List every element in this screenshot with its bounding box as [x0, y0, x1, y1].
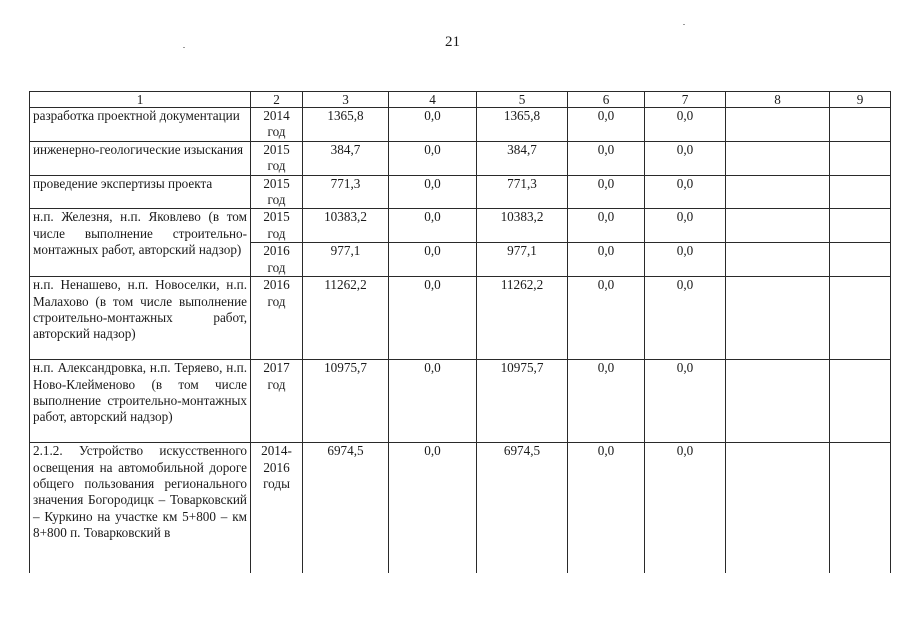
- cell-col5: 6974,5: [477, 443, 568, 583]
- table-header-row: [30, 92, 891, 108]
- cell-col7: 0,0: [645, 209, 726, 243]
- row-year: 2014 год: [251, 108, 303, 142]
- cell-col6: 0,0: [568, 243, 645, 277]
- cell-col9: [830, 277, 891, 360]
- cell-col9: [830, 360, 891, 443]
- cell-col3: 6974,5: [303, 443, 389, 583]
- cell-col7: 0,0: [645, 141, 726, 175]
- table-row: [30, 108, 891, 142]
- table-row: [30, 443, 891, 583]
- cell-col4: 0,0: [389, 443, 477, 583]
- page-number: 21: [445, 34, 460, 50]
- column-header: 1: [30, 92, 251, 108]
- cell-col3: 10383,2: [303, 209, 389, 243]
- budget-table: [29, 91, 891, 583]
- page-bottom-margin: [0, 573, 905, 640]
- cell-col7: 0,0: [645, 443, 726, 583]
- cell-col6: 0,0: [568, 360, 645, 443]
- column-header: 6: [568, 92, 645, 108]
- row-year: 2016 год: [251, 243, 303, 277]
- row-year: 2014-2016 годы: [251, 443, 303, 583]
- cell-col9: [830, 209, 891, 243]
- column-header: 2: [251, 92, 303, 108]
- cell-col3: 977,1: [303, 243, 389, 277]
- cell-col8: [726, 108, 830, 142]
- row-year: 2017 год: [251, 360, 303, 443]
- column-header: 9: [830, 92, 891, 108]
- cell-col9: [830, 443, 891, 583]
- row-description: н.п. Ненашево, н.п. Новоселки, н.п. Малахово (в том числе выполнение строительно-монтажных работ, авторский надзор): [30, 277, 251, 360]
- cell-col8: [726, 360, 830, 443]
- cell-col5: 11262,2: [477, 277, 568, 360]
- row-description: разработка проектной документации: [30, 108, 251, 142]
- cell-col6: 0,0: [568, 209, 645, 243]
- row-year: 2015 год: [251, 175, 303, 209]
- cell-col4: 0,0: [389, 141, 477, 175]
- cell-col8: [726, 443, 830, 583]
- column-header: 4: [389, 92, 477, 108]
- table-row: [30, 360, 891, 443]
- cell-col5: 977,1: [477, 243, 568, 277]
- cell-col6: 0,0: [568, 443, 645, 583]
- cell-col6: 0,0: [568, 141, 645, 175]
- cell-col4: 0,0: [389, 277, 477, 360]
- column-header: 3: [303, 92, 389, 108]
- cell-col5: 384,7: [477, 141, 568, 175]
- cell-col6: 0,0: [568, 277, 645, 360]
- cell-col4: 0,0: [389, 209, 477, 243]
- row-description: инженерно-геологические изыскания: [30, 141, 251, 175]
- cell-col7: 0,0: [645, 360, 726, 443]
- cell-col7: 0,0: [645, 108, 726, 142]
- row-description: н.п. Александровка, н.п. Теряево, н.п. Ново-Клейменово (в том числе выполнение строительно-монтажных работ, авторский надзор): [30, 360, 251, 443]
- cell-col6: 0,0: [568, 108, 645, 142]
- scan-speck: [183, 47, 185, 48]
- column-header: 5: [477, 92, 568, 108]
- cell-col3: 771,3: [303, 175, 389, 209]
- cell-col5: 10975,7: [477, 360, 568, 443]
- row-year: 2016 год: [251, 277, 303, 360]
- table-row: [30, 141, 891, 175]
- cell-col9: [830, 175, 891, 209]
- table-row: [30, 209, 891, 243]
- row-description: проведение экспертизы проекта: [30, 175, 251, 209]
- table-row: [30, 277, 891, 360]
- row-description: 2.1.2. Устройство искусственного освещения на автомобильной дороге общего пользования регионального значения Богородицк – Товарковский – Куркино на участке км 5+800 – км 8+800 п. Товарковский в: [30, 443, 251, 583]
- column-header: 8: [726, 92, 830, 108]
- cell-col5: 10383,2: [477, 209, 568, 243]
- cell-col4: 0,0: [389, 108, 477, 142]
- cell-col7: 0,0: [645, 175, 726, 209]
- cell-col5: 1365,8: [477, 108, 568, 142]
- cell-col8: [726, 141, 830, 175]
- cell-col8: [726, 175, 830, 209]
- cell-col3: 10975,7: [303, 360, 389, 443]
- cell-col7: 0,0: [645, 277, 726, 360]
- cell-col6: 0,0: [568, 175, 645, 209]
- column-header: 7: [645, 92, 726, 108]
- cell-col4: 0,0: [389, 360, 477, 443]
- cell-col8: [726, 243, 830, 277]
- cell-col9: [830, 243, 891, 277]
- row-description: н.п. Железня, н.п. Яковлево (в том числе выполнение строительно-монтажных работ, авторский надзор): [30, 209, 251, 277]
- row-year: 2015 год: [251, 209, 303, 243]
- scan-speck: [683, 24, 685, 25]
- cell-col4: 0,0: [389, 175, 477, 209]
- row-year: 2015 год: [251, 141, 303, 175]
- cell-col8: [726, 277, 830, 360]
- cell-col3: 1365,8: [303, 108, 389, 142]
- cell-col4: 0,0: [389, 243, 477, 277]
- cell-col3: 384,7: [303, 141, 389, 175]
- cell-col7: 0,0: [645, 243, 726, 277]
- cell-col9: [830, 108, 891, 142]
- cell-col8: [726, 209, 830, 243]
- cell-col3: 11262,2: [303, 277, 389, 360]
- table-row: [30, 175, 891, 209]
- cell-col9: [830, 141, 891, 175]
- cell-col5: 771,3: [477, 175, 568, 209]
